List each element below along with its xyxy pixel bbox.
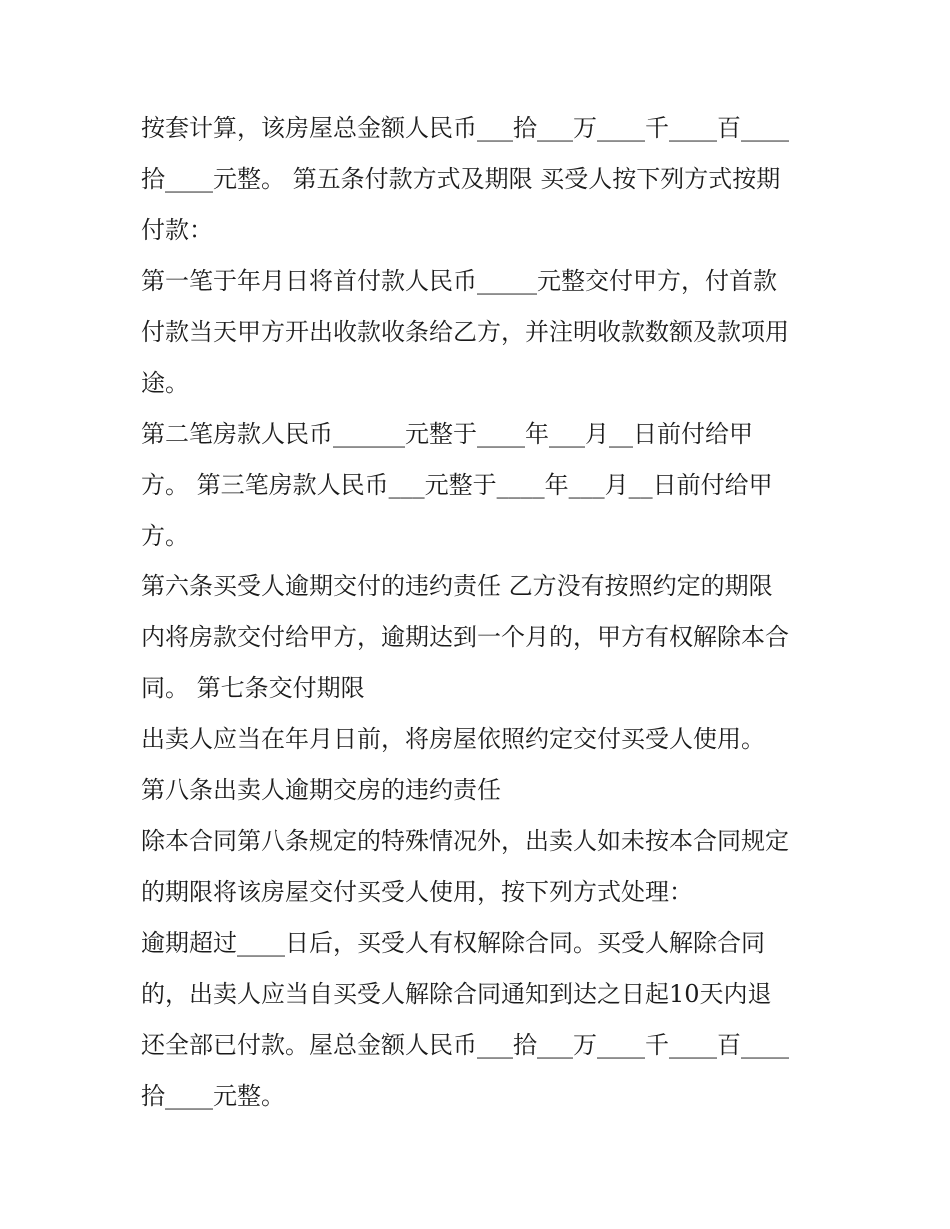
text-line: 第六条买受人逾期交付的违约责任 乙方没有按照约定的期限: [141, 572, 773, 600]
text-line: 付款当天甲方开出收款收条给乙方，并注明收款数额及款项用: [141, 318, 789, 346]
text-line: 方。: [141, 522, 189, 550]
text-line: 除本合同第八条规定的特殊情况外，出卖人如未按本合同规定: [141, 827, 789, 855]
text-line: 方。 第三笔房款人民币___元整于____年___月__日前付给甲: [141, 471, 773, 499]
text-line: 拾____元整。 第五条付款方式及期限 买受人按下列方式按期: [141, 165, 781, 193]
text-line: 同。 第七条交付期限: [141, 674, 365, 702]
text-line: 还全部已付款。屋总金额人民币___拾___万____千____百____: [141, 1031, 789, 1059]
text-line: 付款：: [141, 216, 213, 244]
text-line: 逾期超过____日后，买受人有权解除合同。买受人解除合同: [141, 929, 765, 957]
text-line: 途。: [141, 369, 189, 397]
text-line: 拾____元整。: [141, 1082, 285, 1110]
text-line: 第二笔房款人民币______元整于____年___月__日前付给甲: [141, 420, 753, 448]
text-line: 出卖人应当在年月日前，将房屋依照约定交付买受人使用。: [141, 725, 765, 753]
text-line: 第八条出卖人逾期交房的违约责任: [141, 776, 501, 804]
text-line: 按套计算，该房屋总金额人民币___拾___万____千____百____: [141, 114, 789, 142]
text-line: 的，出卖人应当自买受人解除合同通知到达之日起10天内退: [141, 980, 772, 1008]
text-line: 第一笔于年月日将首付款人民币_____元整交付甲方，付首款: [141, 267, 777, 295]
text-line: 内将房款交付给甲方，逾期达到一个月的，甲方有权解除本合: [141, 623, 789, 651]
text-line: 的期限将该房屋交付买受人使用，按下列方式处理：: [141, 878, 693, 906]
